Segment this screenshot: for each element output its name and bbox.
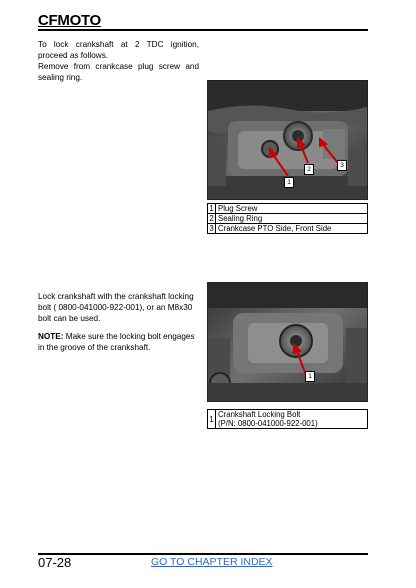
figure-plug-screw-photo bbox=[207, 80, 368, 200]
header-rule bbox=[38, 29, 368, 31]
callout-1: 1 bbox=[284, 177, 294, 188]
footer-rule bbox=[38, 553, 368, 555]
legend-number: 3 bbox=[209, 224, 214, 233]
figure-locking-bolt-photo bbox=[207, 282, 368, 402]
legend-table-1 bbox=[207, 203, 368, 234]
legend-text-line-2: (P/N: 0800-041000-922-001) bbox=[218, 419, 318, 428]
note-paragraph bbox=[38, 331, 203, 353]
instruction-line-1: To lock crankshaft at 2 TDC ignition, proceed as follows. bbox=[38, 40, 199, 60]
brand-logo: CFMOTO bbox=[38, 12, 101, 29]
legend-text: Crankcase PTO Side, Front Side bbox=[216, 224, 368, 234]
note-label: NOTE: bbox=[38, 332, 64, 341]
legend-row bbox=[208, 410, 368, 429]
instruction-line-2: Remove from crankcase plug screw and sealing ring. bbox=[38, 62, 199, 82]
callout-3: 3 bbox=[337, 160, 347, 171]
legend-text: Plug Screw bbox=[216, 204, 368, 214]
legend-number: 1 bbox=[209, 204, 214, 213]
callout-1: 1 bbox=[305, 371, 315, 382]
legend-table-2 bbox=[207, 409, 368, 429]
callout-2: 2 bbox=[304, 164, 314, 175]
instruction-paragraph-1 bbox=[38, 39, 199, 83]
legend-text: Sealing Ring bbox=[216, 214, 368, 224]
note-text: Make sure the locking bolt engages in the groove of the crankshaft. bbox=[38, 332, 195, 352]
legend-text-line-1: Crankshaft Locking Bolt bbox=[218, 410, 301, 419]
page-number: 07-28 bbox=[38, 555, 72, 570]
legend-row bbox=[208, 204, 368, 214]
legend-number: 2 bbox=[209, 214, 214, 223]
legend-row bbox=[208, 214, 368, 224]
legend-row bbox=[208, 224, 368, 234]
instruction-paragraph-2: Lock crankshaft with the crankshaft locking bolt ( 0800-041000-922-001), or an M8x30 bolt can be used. bbox=[38, 292, 194, 323]
legend-text bbox=[216, 410, 368, 429]
chapter-index-link[interactable]: GO TO CHAPTER INDEX bbox=[151, 556, 273, 568]
legend-number: 1 bbox=[208, 410, 216, 429]
